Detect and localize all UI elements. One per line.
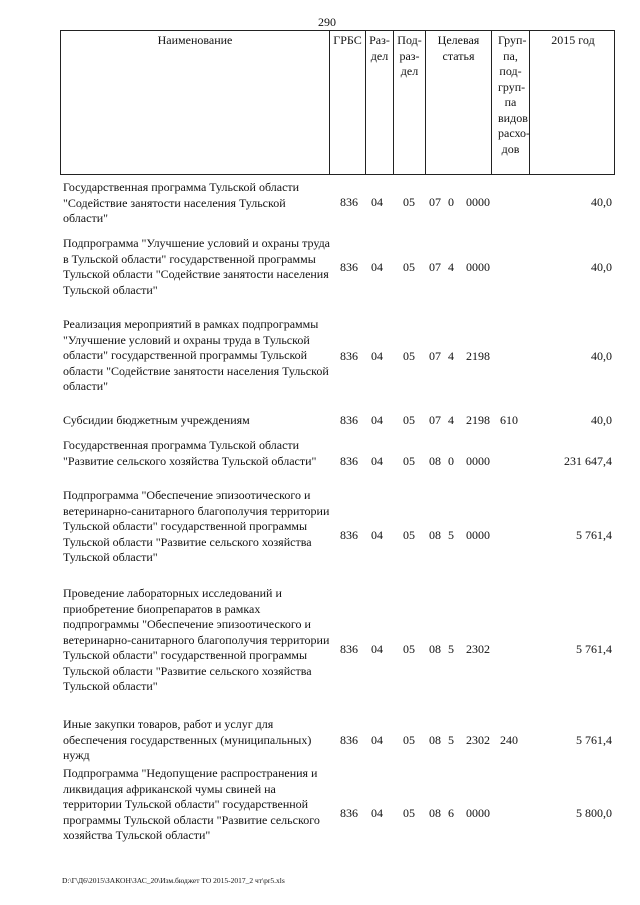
- row-razdel: 04: [371, 413, 383, 427]
- row-grbs: 836: [340, 349, 358, 363]
- row-amount: 40,0: [591, 195, 612, 209]
- row-target-part1: 07: [429, 195, 441, 209]
- row-target-part1: 07: [429, 260, 441, 274]
- row-target-part2: 5: [448, 528, 454, 542]
- table-header: [60, 30, 615, 175]
- row-target-part1: 08: [429, 733, 441, 747]
- row-target-part1: 07: [429, 413, 441, 427]
- row-podrazdel: 05: [403, 413, 415, 427]
- row-target-part3: 0000: [466, 806, 490, 820]
- row-amount: 40,0: [591, 349, 612, 363]
- file-path-footer: D:\Г\Д6\2015\ЗАКОН\ЗАС_20\Изм.бюджет ТО 2015-2017_2 чт\pr5.xls: [62, 876, 285, 885]
- row-podrazdel: 05: [403, 349, 415, 363]
- row-amount: 231 647,4: [564, 454, 612, 468]
- header-name: Наименование: [157, 33, 233, 47]
- row-name: Государственная программа Тульской области "Развитие сельского хозяйства Тульской области": [63, 438, 317, 468]
- row-name: Подпрограмма "Недопущение распространения и ликвидация африканской чумы свиней на территории Тульской области" государственной программы Тульской области "Развитие сельского хозяйства Тульской области": [63, 766, 320, 842]
- row-target-part2: 6: [448, 806, 454, 820]
- row-amount: 5 800,0: [576, 806, 612, 820]
- row-target-part2: 5: [448, 733, 454, 747]
- row-razdel: 04: [371, 260, 383, 274]
- row-target-part1: 08: [429, 528, 441, 542]
- header-target: Целевая статья: [425, 31, 491, 174]
- row-target-part2: 5: [448, 642, 454, 656]
- row-target-part1: 07: [429, 349, 441, 363]
- row-razdel: 04: [371, 349, 383, 363]
- row-podrazdel: 05: [403, 806, 415, 820]
- row-target-part2: 0: [448, 195, 454, 209]
- row-grbs: 836: [340, 528, 358, 542]
- header-year: 2015 год: [529, 31, 616, 174]
- row-podrazdel: 05: [403, 260, 415, 274]
- row-amount: 40,0: [591, 260, 612, 274]
- row-grbs: 836: [340, 260, 358, 274]
- header-group: Груп- па, под- груп- па видов расхо- дов: [491, 31, 529, 174]
- row-grbs: 836: [340, 454, 358, 468]
- row-podrazdel: 05: [403, 528, 415, 542]
- row-name: Иные закупки товаров, работ и услуг для обеспечения государственных (муниципальных) нужд: [63, 717, 312, 762]
- row-razdel: 04: [371, 642, 383, 656]
- row-target-part2: 4: [448, 349, 454, 363]
- row-grbs: 836: [340, 413, 358, 427]
- row-target-part3: 2198: [466, 413, 490, 427]
- row-expense-type: 610: [500, 413, 518, 427]
- row-amount: 5 761,4: [576, 733, 612, 747]
- row-target-part1: 08: [429, 642, 441, 656]
- row-target-part1: 08: [429, 454, 441, 468]
- row-podrazdel: 05: [403, 195, 415, 209]
- page-number: 290: [318, 15, 336, 29]
- row-grbs: 836: [340, 806, 358, 820]
- row-name: Субсидии бюджетным учреждениям: [63, 413, 250, 427]
- row-target-part3: 2302: [466, 642, 490, 656]
- row-podrazdel: 05: [403, 454, 415, 468]
- row-target-part3: 0000: [466, 260, 490, 274]
- row-podrazdel: 05: [403, 642, 415, 656]
- row-target-part2: 0: [448, 454, 454, 468]
- row-razdel: 04: [371, 454, 383, 468]
- header-razdel: Раз- дел: [365, 31, 393, 174]
- row-name: Реализация мероприятий в рамках подпрограммы "Улучшение условий и охраны труда в Тульской области" государственной программы Тульской области "Содействие занятости населения Тульской области": [63, 317, 329, 393]
- row-amount: 40,0: [591, 413, 612, 427]
- row-razdel: 04: [371, 195, 383, 209]
- row-name: Проведение лабораторных исследований и приобретение биопрепаратов в рамках подпрограммы "Обеспечение эпизоотического и ветеринарно-санитарного благополучия территории Тульской области" государственной программы Тульской области "Развитие сельского хозяйства Тульской области": [63, 586, 330, 693]
- row-expense-type: 240: [500, 733, 518, 747]
- row-target-part3: 2302: [466, 733, 490, 747]
- row-target-part3: 0000: [466, 195, 490, 209]
- header-grbs: ГРБС: [329, 31, 365, 174]
- row-grbs: 836: [340, 733, 358, 747]
- row-name: Подпрограмма "Обеспечение эпизоотического и ветеринарно-санитарного благополучия территории Тульской области" государственной программы Тульской области "Развитие сельского хозяйства Тульской области": [63, 488, 330, 564]
- row-target-part1: 08: [429, 806, 441, 820]
- header-podrazdel: Под- раз- дел: [393, 31, 425, 174]
- row-razdel: 04: [371, 528, 383, 542]
- row-target-part2: 4: [448, 260, 454, 274]
- row-amount: 5 761,4: [576, 528, 612, 542]
- row-amount: 5 761,4: [576, 642, 612, 656]
- row-razdel: 04: [371, 806, 383, 820]
- row-grbs: 836: [340, 195, 358, 209]
- row-target-part3: 0000: [466, 528, 490, 542]
- row-target-part3: 0000: [466, 454, 490, 468]
- row-name: Подпрограмма "Улучшение условий и охраны труда в Тульской области" государственной программы Тульской области "Содействие занятости населения Тульской области": [63, 236, 330, 297]
- row-target-part3: 2198: [466, 349, 490, 363]
- row-grbs: 836: [340, 642, 358, 656]
- row-target-part2: 4: [448, 413, 454, 427]
- row-razdel: 04: [371, 733, 383, 747]
- row-podrazdel: 05: [403, 733, 415, 747]
- row-name: Государственная программа Тульской области "Содействие занятости населения Тульской области": [63, 180, 300, 225]
